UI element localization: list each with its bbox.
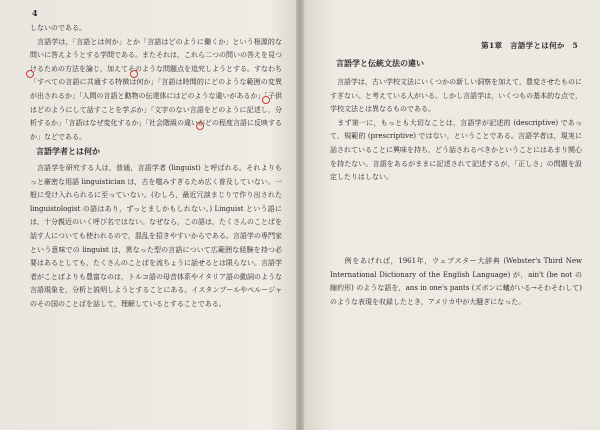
book-gutter — [296, 0, 304, 430]
red-annotation-mark — [262, 96, 270, 104]
red-annotation-mark — [130, 70, 138, 78]
section-heading: 言語学者とは何か — [36, 147, 100, 156]
body-paragraph: しないのである。 言語学は，「言語とは何か」とか「言語はどのように働くか」という根源的な問いに答えようとする学問である。またそれは，これら二つの問いの答えを見つけるための方法を論じ，加えてそのような問題点を追究しようとする。すなわち「すべての言語に共通する特徴は何か」「言語は時間的にどのような範囲の変異が出されるか」「人間の言語と動物の伝達体にはどのような違いがあるか」「子供はどのようにして話すことを学ぶか」「文字のない言語をどのように記述し，分析するか」「言語はなぜ変化するか」「社会階級の違いがどの程度言語に反映するか」などである。 — [30, 24, 282, 141]
left-page — [0, 0, 296, 430]
right-page — [304, 0, 600, 430]
body-paragraph: 言語学は，古い学校文法にいくつかの新しい洞察を加えて，豊変させたものにすぎない。と考えている人がいる。しかし言語学は，いくつもの基本的な点で，学校文法とは異なるものである。 まず第一に，もっとも大切なことは，言語学が記述的 (descriptive) であって，規範的 (prescriptive) ではない，ということである。言語学者は，現実に話されていることに興味を持ち，どう話されるべきかということにはあまり関心を持たない。言語をあるがままに記述されて記述するが，「正しさ」の問題を設定したりはしない。 — [330, 78, 582, 182]
running-header: 第1章 言語学とは何か 5 — [481, 41, 578, 50]
body-paragraph: 例をあげれば，1961年，ウェブスター大辞典 (Webster's Third New International Dictionary of the English Language) が，ain't (be not の縮約形) のような語を，ans in one's pants (ズボンに蟻がいる→そわそわして) のような表現を収録したとき，アメリカ中が大騒ぎになった。 — [330, 257, 582, 306]
body-paragraph: 言語学を研究する人は，普通，言語学者 (linguist) と呼ばれる。それよりもっと厳密な用語 linguistician は，古を嗤みすぎるため広く普及していない。一般に受け入れられるに至っていない。(むしろ，最近冗談まじりで作り出された linguistologist の語はあり，ずっとましかもしれない。) Linguist という語には，十分親近のいく呼び名ではない。なぜなら，この語は，たくさんのことばを話す人についても使われるので，混乱を招きやすいからである。言語学の専門家という意味での linguist は，異なった型の言語について広範囲な経験を持つ必要はあるとしても，たくさんのことばを流ちょうに話せるとは限らない。言語学者がことばよりも豊富なのは，トルコ語の母音体系やイタリア語の動詞のような言語現象を，分析と説明しようとすることにある。イスタンブールやペルージャのその国のことばを話して，理解しているとすることである。 — [30, 164, 282, 308]
page-number: 4 — [32, 8, 38, 18]
red-annotation-mark — [26, 70, 34, 78]
red-annotation-mark — [196, 122, 204, 130]
section-heading: 言語学と伝統文法の違い — [336, 59, 424, 68]
